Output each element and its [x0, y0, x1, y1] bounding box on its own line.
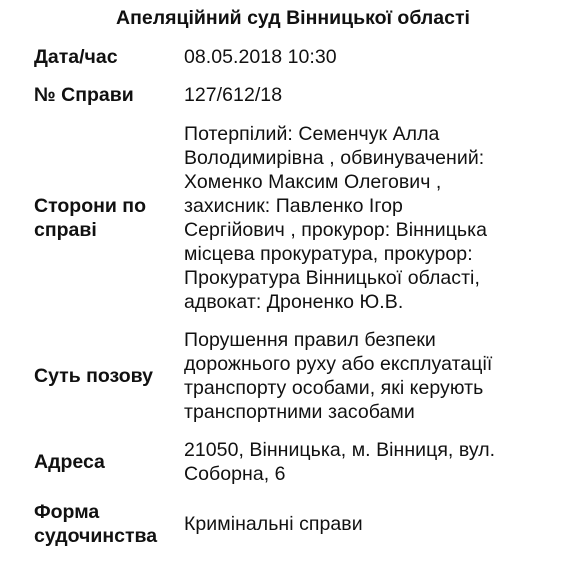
parties-line: адвокат: Дроненко Ю.В. — [184, 291, 404, 313]
claim-subject-label: Суть позову — [34, 365, 154, 387]
proceeding-form-label-line: Форма — [34, 501, 100, 523]
row-parties — [34, 116, 552, 322]
address-label: Адреса — [34, 451, 105, 473]
address-line: Соборна, 6 — [184, 463, 286, 485]
row-claim-subject — [34, 322, 552, 432]
claim-subject-line: дорожнього руху або експлуатації — [184, 353, 493, 375]
parties-line: місцева прокуратура, прокурор: — [184, 243, 473, 265]
parties-line: захисник: Павленко Ігор — [184, 195, 403, 217]
parties-value — [184, 116, 552, 322]
claim-subject-line: Порушення правил безпеки — [184, 329, 436, 351]
parties-line: Потерпілий: Семенчук Алла — [184, 123, 440, 145]
date-time-label: Дата/час — [34, 46, 118, 68]
parties-label-line: справі — [34, 219, 97, 241]
parties-line: Володимирівна , обвинувачений: — [184, 147, 485, 169]
proceeding-form-label-line: судочинства — [34, 525, 158, 547]
parties-line: Сергійович , прокурор: Вінницька — [184, 219, 488, 241]
case-number-value: 127/612/18 — [184, 84, 283, 106]
parties-line: Хоменко Максим Олегович , — [184, 171, 442, 193]
row-address — [34, 432, 552, 494]
claim-subject-value — [184, 322, 552, 432]
row-proceeding-form — [34, 494, 552, 548]
parties-label-line: Сторони по — [34, 195, 146, 217]
claim-subject-line: транспортними засобами — [184, 401, 415, 423]
claim-subject-line: транспорту особами, які керують — [184, 377, 484, 399]
case-number-label: № Справи — [34, 84, 134, 106]
date-time-value: 08.05.2018 10:30 — [184, 46, 337, 68]
row-case-number — [34, 74, 552, 116]
hearing-info-table — [34, 40, 552, 548]
row-date-time — [34, 40, 552, 74]
proceeding-form-label — [34, 494, 184, 548]
court-title: Апеляційний суд Вінницької області — [116, 7, 470, 29]
proceeding-form-value: Кримінальні справи — [184, 513, 363, 535]
parties-label — [34, 116, 184, 322]
address-value — [184, 432, 552, 494]
parties-line: Прокуратура Вінницької області, — [184, 267, 480, 289]
court-hearing-card — [0, 6, 580, 584]
address-line: 21050, Вінницька, м. Вінниця, вул. — [184, 439, 496, 461]
